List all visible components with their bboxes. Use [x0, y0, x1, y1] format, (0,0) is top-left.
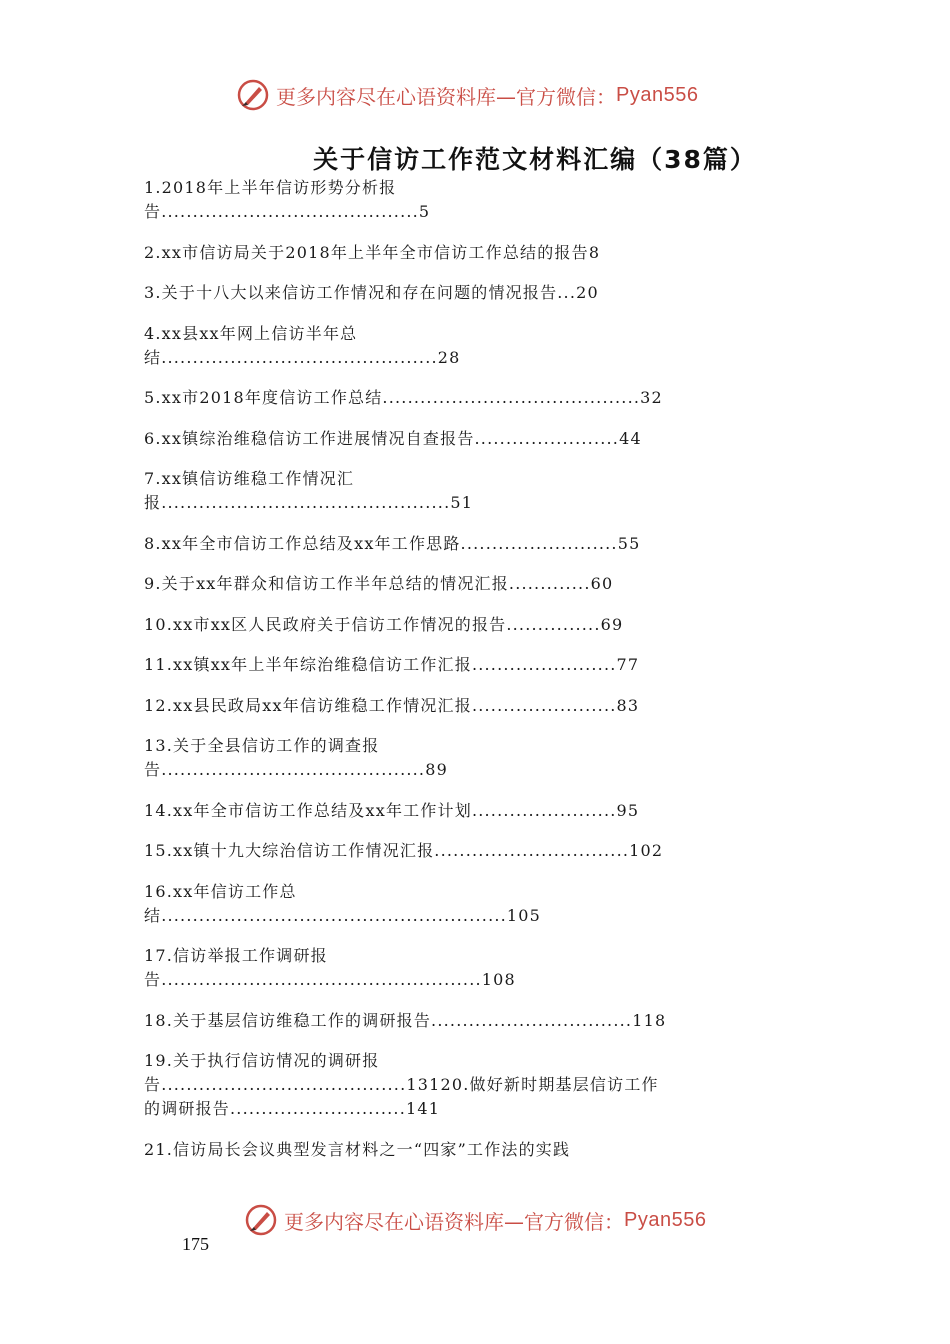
- toc-entry-line: 告.........................................5: [144, 202, 431, 221]
- toc-entry-line: 1.2018年上半年信访形势分析报: [144, 178, 397, 197]
- toc-entry[interactable]: [144, 572, 824, 596]
- document-title: 关于信访工作范文材料汇编（38篇）: [313, 145, 757, 174]
- toc-entry-line: 报..............................................51: [144, 493, 474, 512]
- toc-entry[interactable]: [144, 944, 824, 992]
- footer-banner: [244, 1203, 706, 1237]
- toc-entry-line: 的调研报告............................141: [144, 1099, 441, 1118]
- banner-wechat-id: Pyan556: [624, 1208, 707, 1231]
- toc-entry-line: 告..........................................89: [144, 760, 448, 779]
- toc-entry[interactable]: [144, 281, 824, 305]
- toc-entry-line: 8.xx年全市信访工作总结及xx年工作思路.........................55: [144, 533, 641, 553]
- toc-entry-line: 结.......................................................105: [144, 905, 542, 925]
- toc-entry-line: 13.关于全县信访工作的调查报: [144, 736, 380, 755]
- toc-entry-line: 18.关于基层信访维稳工作的调研报告................................118: [144, 1010, 667, 1030]
- toc-entry[interactable]: [144, 467, 824, 515]
- banner-text: 更多内容尽在心语资料库—官方微信：: [276, 84, 616, 109]
- page-number: 175: [182, 1234, 209, 1254]
- toc-entry[interactable]: [144, 386, 824, 410]
- toc-entry[interactable]: [144, 176, 824, 224]
- toc-entry[interactable]: [144, 694, 824, 718]
- toc-entry-line: 21.信访局长会议典型发言材料之一“四家”工作法的实践: [144, 1139, 571, 1159]
- toc-entry[interactable]: [144, 839, 824, 863]
- toc-entry-line: 9.关于xx年群众和信访工作半年总结的情况汇报.............60: [144, 574, 614, 593]
- toc-entry-line: 3.关于十八大以来信访工作情况和存在问题的情况报告...20: [144, 283, 599, 302]
- toc-entry[interactable]: [144, 799, 824, 823]
- toc-entry-line: 告.......................................13120.做好新时期基层信访工作: [144, 1075, 659, 1094]
- toc-entry-line: 2.xx市信访局关于2018年上半年全市信访工作总结的报告8: [144, 242, 601, 262]
- toc-entry-line: 16.xx年信访工作总: [144, 881, 297, 901]
- toc-entry-line: 19.关于执行信访情况的调研报: [144, 1051, 380, 1070]
- header-banner: [236, 78, 698, 112]
- toc-entry-line: 结............................................28: [144, 347, 461, 367]
- toc-entry[interactable]: [144, 322, 824, 370]
- table-of-contents: [144, 176, 824, 1178]
- toc-entry[interactable]: [144, 613, 824, 637]
- toc-entry[interactable]: [144, 1138, 824, 1162]
- toc-entry-line: 14.xx年全市信访工作总结及xx年工作计划.......................95: [144, 800, 640, 820]
- toc-entry-line: 11.xx镇xx年上半年综治维稳信访工作汇报.......................77: [144, 655, 640, 674]
- toc-entry[interactable]: [144, 1009, 824, 1033]
- toc-entry-line: 6.xx镇综治维稳信访工作进展情况自查报告.......................44: [144, 428, 642, 448]
- toc-entry[interactable]: [144, 653, 824, 677]
- banner-text: 更多内容尽在心语资料库—官方微信：: [284, 1209, 624, 1234]
- toc-entry[interactable]: [144, 1049, 824, 1121]
- pen-logo-icon: [236, 78, 270, 112]
- toc-entry-line: 5.xx市2018年度信访工作总结.........................................32: [144, 388, 663, 407]
- toc-entry-line: 4.xx县xx年网上信访半年总: [144, 323, 358, 343]
- toc-entry[interactable]: [144, 734, 824, 782]
- pen-logo-icon: [244, 1203, 278, 1237]
- banner-wechat-id: Pyan556: [616, 83, 699, 106]
- toc-entry[interactable]: [144, 532, 824, 556]
- toc-entry-line: 10.xx市xx区人民政府关于信访工作情况的报告...............69: [144, 614, 624, 634]
- toc-entry-line: 告...................................................108: [144, 970, 516, 989]
- toc-entry-line: 12.xx县民政局xx年信访维稳工作情况汇报.......................83: [144, 695, 640, 715]
- toc-entry-line: 7.xx镇信访维稳工作情况汇: [144, 469, 355, 488]
- toc-entry-line: 15.xx镇十九大综治信访工作情况汇报...............................102: [144, 841, 664, 860]
- toc-entry[interactable]: [144, 427, 824, 451]
- toc-entry[interactable]: [144, 241, 824, 265]
- toc-entry[interactable]: [144, 880, 824, 928]
- toc-entry-line: 17.信访举报工作调研报: [144, 946, 328, 965]
